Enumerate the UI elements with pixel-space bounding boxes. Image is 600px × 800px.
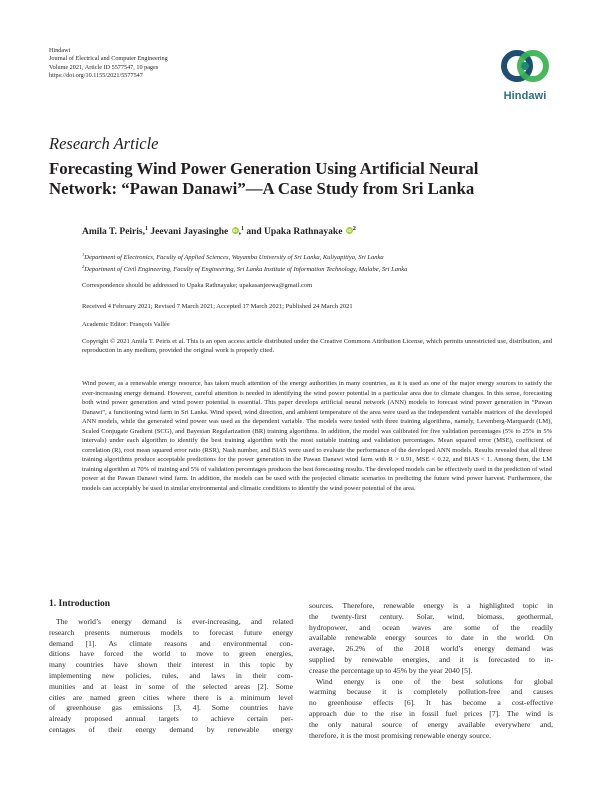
- body-line: research presents numerous models to forecast future energy: [49, 627, 293, 637]
- journal-info: [49, 47, 168, 80]
- author-name: Amila T. Peiris,: [82, 227, 145, 238]
- affiliation-text: Department of Electronics, Faculty of Applied Sciences, Wayamba University of Sri Lanka, Kuliyapitiya, Sri Lanka: [84, 254, 384, 262]
- body-line: sources. Therefore, renewable energy is a highlighted topic in: [309, 601, 553, 610]
- author-list: Amila T. Peiris,$^1$ Jeevani Jayasinghe iD,$^1$ and Upaka Rathnayake $iD^2$: [82, 226, 356, 238]
- body-line: crease the percentage up to 45% by the year 2040 [5].: [309, 665, 473, 675]
- orcid-icon[interactable]: iD: [347, 228, 352, 234]
- copyright-notice: Copyright © 2021 Amila T. Peiris et al. This is an open access article distributed under the Creative Commons Attribution License, which permits unrestricted use, distribution, and reproduction in any medium, provided the original work is properly cited.: [82, 338, 552, 355]
- body-column-left: [49, 617, 293, 736]
- body-line: average, 26.2% of the 2018 world’s energy demand was: [309, 644, 553, 654]
- author-name: and Upaka Rathnayake: [246, 227, 343, 238]
- title-line: Network: “Pawan Danawi”—A Case Study from Sri Lanka: [49, 179, 475, 198]
- body-line: therefore, it is the most promising renewable energy source.: [309, 730, 492, 740]
- author-name: Jeevani Jayasinghe: [150, 227, 229, 238]
- correspondence: Correspondence should be addressed to Upaka Rathnayake; upakasanjeewa@gmail.com: [82, 282, 313, 289]
- affiliation: [82, 252, 384, 261]
- publisher-name: Hindawi: [49, 47, 71, 54]
- journal-doi[interactable]: https://doi.org/10.1155/2021/5577547: [49, 71, 143, 79]
- academic-editor: Academic Editor: François Vallée: [82, 321, 170, 328]
- body-line: of greenhouse gas emissions [3, 4]. Some countries have: [49, 703, 293, 713]
- article-type: Research Article: [49, 134, 159, 153]
- body-line: already proposed annual targets to achieve certain per-: [49, 714, 293, 724]
- body-line: supplied by renewable energies, and it is forecasted to in-: [309, 654, 553, 664]
- journal-volume: Volume 2021, Article ID 5577547, 10 pages: [49, 63, 159, 71]
- hindawi-logo-icon: [497, 45, 553, 89]
- orcid-icon[interactable]: iD: [232, 228, 238, 234]
- body-line: ditions have forced the world to move to green energies,: [49, 649, 293, 659]
- logo-wordmark: Hindawi: [503, 90, 547, 102]
- body-line: centages of their energy demand by renewable energy: [49, 724, 293, 734]
- body-line: hydropower, and ocean waves are some of the readily: [309, 622, 553, 632]
- affiliation-sup: 1: [82, 252, 85, 257]
- body-line: warming because it is completely pollution-free and causes: [309, 687, 553, 697]
- journal-name: Journal of Electrical and Computer Engineering: [49, 55, 168, 63]
- body-line: cities are named green cities where there is a minimum level: [49, 692, 293, 702]
- dates: Received 4 February 2021; Revised 7 March 2021; Accepted 17 March 2021; Published 24 March 2021: [82, 303, 353, 310]
- author-sup: 1: [240, 226, 244, 232]
- affiliation: [82, 264, 407, 273]
- body-line: the only natural source of energy available everywhere and,: [309, 719, 553, 729]
- affiliation-text: Department of Civil Engineering, Faculty of Engineering, Sri Lanka Institute of Information Technology, Malabe, Sri Lanka: [84, 266, 408, 274]
- body-line: munities and at least in some of the selected areas [2]. Some: [49, 681, 293, 691]
- body-line: available renewable energy sources to date in the world. On: [309, 633, 553, 643]
- body-line: approach due to the rise in fossil fuel prices [7]. The wind is: [309, 708, 553, 718]
- affiliation-sup: 2: [82, 264, 85, 269]
- abstract: Wind power, as a renewable energy resource, has taken much attention of the energy authorities in many countries, as it is used as one of the major energy sources to satisfy the ever-increasing energy demand. However, careful attention is needed in identifying the wind power potential in a particular area due to climate changes. In this sense, forecasting both wind power generation and wind power potential is essential. This paper develops artificial neural network (ANN) models to forecast wind power generation in “Pawan Danawi”, a functioning wind farm in Sri Lanka. Wind speed, wind direction, and ambient temperature of the area were used as the independent variable matrices of the developed ANN models, while the generated wind power was used as the dependent variable. The models were tested with three training algorithms, namely, Levenberg-Marquardt (LM), Scaled Conjugate Gradient (SCG), and Bayesian Regularization (BR) training algorithms. In addition, the model was calibrated for five validation percentages (5% to 25% in 5% intervals) under each algorithm to identify the best training algorithm with the most suitable training and validation percentages. Mean squared error (MSE), coefficient of correlation (R), root mean squared error ratio (RSR), Nash number, and BIAS were used to evaluate the performance of the developed ANN models. Results revealed that all three training algorithms produce acceptable predictions for the power generation in the Pawan Danawi wind farm with R > 0.91, MSE < 0.22, and BIAS < 1. Among them, the LM training algorithm at 70% of training and 5% of validation percentages produces the best forecasting results. The developed models can be effectively used in the prediction of wind power at the Pawan Danawi wind farm. In addition, the models can be used with the projected climatic scenarios in predicting the future wind power harvest. Furthermore, the models can acceptably be used in similar environmental and climatic conditions to identify the wind power potential of the area.: [82, 380, 552, 492]
- body-line: demand [1]. As climate reasons and environmental con-: [49, 638, 293, 648]
- title-line: Forecasting Wind Power Generation Using Artificial Neural: [49, 159, 479, 178]
- author-sup: 1: [144, 226, 148, 232]
- body-line: Wind energy is one of the best solutions for global: [316, 676, 553, 686]
- hindawi-logo: [497, 45, 553, 107]
- body-line: The world’s energy demand is ever-increasing, and related: [56, 617, 293, 626]
- body-line: many countries have shown their interest in this topic by: [49, 660, 293, 670]
- body-line: the twenty-first century. Solar, wind, biomass, geothermal,: [309, 611, 553, 621]
- body-line: implementing new policies, rules, and laws in their com-: [49, 670, 293, 680]
- body-line: no greenhouse effects [6]. It has become a cost-effective: [309, 698, 553, 708]
- section-heading: 1. Introduction: [49, 599, 111, 609]
- paper-title: [49, 159, 569, 199]
- body-column-right: [309, 601, 553, 741]
- author-sup: 2: [352, 226, 356, 232]
